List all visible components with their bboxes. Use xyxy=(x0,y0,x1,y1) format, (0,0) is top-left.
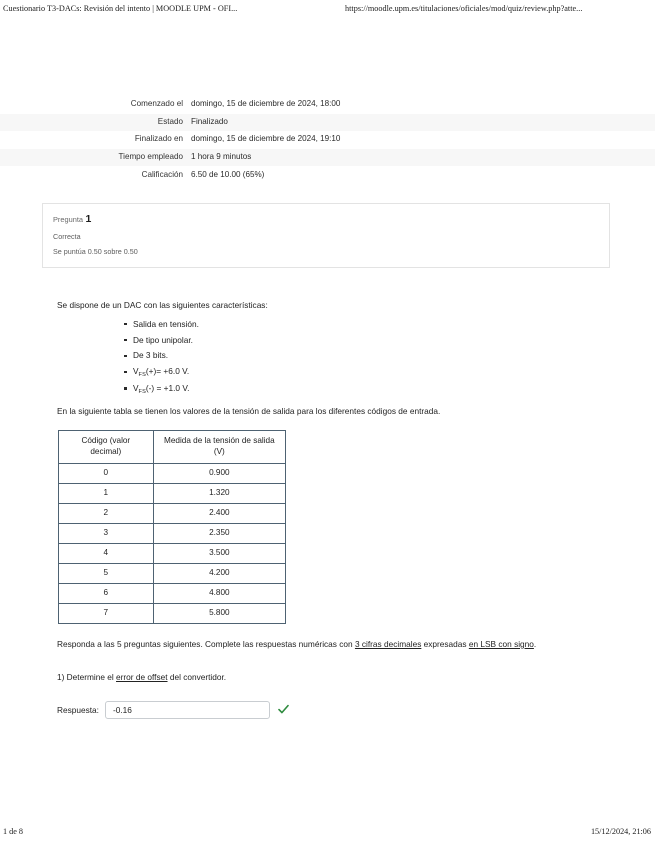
spec-subscript: FS xyxy=(138,372,146,379)
cell-voltage: 5.800 xyxy=(153,603,285,623)
summary-right-spacer xyxy=(355,96,655,114)
print-footer-page-number: 1 de 8 xyxy=(3,827,24,836)
measurement-table-head xyxy=(59,431,286,464)
question-body xyxy=(57,299,597,719)
spec-tail: (+)= +6.0 V. xyxy=(145,366,190,377)
instructions-underline-decimals: 3 cifras decimales xyxy=(354,638,422,649)
print-header xyxy=(0,4,655,18)
subquestion-underline-offset: error de offset xyxy=(116,671,168,682)
summary-value-started: domingo, 15 de diciembre de 2024, 18:00 xyxy=(191,99,341,109)
question-state: Correcta xyxy=(53,231,81,241)
summary-right-spacer xyxy=(355,131,655,149)
instructions-part1: Responda a las 5 preguntas siguientes. Complete las respuestas numéricas con xyxy=(57,638,355,649)
check-icon xyxy=(278,704,289,715)
summary-label-started: Comenzado el xyxy=(130,99,183,109)
table-row xyxy=(59,603,286,623)
attempt-summary-body xyxy=(0,96,655,184)
table-row xyxy=(59,503,286,523)
cell-code: 1 xyxy=(59,483,154,503)
summary-label-time: Tiempo empleado xyxy=(0,149,191,167)
measurement-table xyxy=(58,430,286,624)
print-header-title: Cuestionario T3-DACs: Revisión del intento | MOODLE UPM - OFI... xyxy=(3,4,238,13)
answer-input[interactable] xyxy=(105,701,270,719)
summary-value-finished: domingo, 15 de diciembre de 2024, 19:10 xyxy=(191,134,341,144)
instructions-part2: expresadas xyxy=(421,638,469,649)
cell-voltage: 2.400 xyxy=(153,503,285,523)
spec-tail: (-) = +1.0 V. xyxy=(145,382,190,393)
table-row xyxy=(0,131,655,149)
cell-voltage: 4.800 xyxy=(153,583,285,603)
cell-code: 7 xyxy=(59,603,154,623)
column-header-voltage: Medida de la tensión de salida (V) xyxy=(153,431,285,464)
table-row xyxy=(0,114,655,132)
list-item xyxy=(133,319,597,330)
table-row xyxy=(59,563,286,583)
answer-label: Respuesta: xyxy=(57,704,99,715)
cell-voltage: 4.200 xyxy=(153,563,285,583)
list-item xyxy=(133,383,597,394)
summary-left-spacer xyxy=(0,131,42,149)
cell-code: 3 xyxy=(59,523,154,543)
spec-text: De 3 bits. xyxy=(133,350,169,361)
table-row xyxy=(0,166,655,184)
table-row xyxy=(59,543,286,563)
summary-label-finished: Finalizado en xyxy=(134,134,183,144)
cell-voltage: 2.350 xyxy=(153,523,285,543)
question-mark: Se puntúa 0.50 sobre 0.50 xyxy=(53,247,138,257)
print-footer xyxy=(0,827,655,841)
table-lead-text: En la siguiente tabla se tienen los valores de la tensión de salida para los diferentes códigos de entrada. xyxy=(57,406,441,417)
question-number-label: Pregunta xyxy=(53,214,83,224)
spec-text: Salida en tensión. xyxy=(133,318,199,329)
summary-left-spacer xyxy=(0,114,42,132)
column-header-code: Código (valor decimal) xyxy=(59,431,154,464)
subquestion-1-text xyxy=(57,671,597,683)
instructions-part3: . xyxy=(533,638,537,649)
cell-code: 0 xyxy=(59,463,154,483)
answer-instructions xyxy=(57,638,597,650)
list-item xyxy=(133,350,597,361)
cell-voltage: 0.900 xyxy=(153,463,285,483)
question-number-value: 1 xyxy=(85,212,92,225)
summary-right-spacer xyxy=(355,166,655,184)
answer-row xyxy=(57,701,597,719)
summary-right-spacer xyxy=(355,149,655,167)
cell-voltage: 3.500 xyxy=(153,543,285,563)
spec-subscript: FS xyxy=(138,388,146,395)
cell-code: 4 xyxy=(59,543,154,563)
table-header-row xyxy=(59,431,286,464)
table-row xyxy=(59,583,286,603)
summary-label-grade: Calificación xyxy=(141,169,183,179)
table-row xyxy=(0,96,655,114)
subquestion-part2: del convertidor. xyxy=(167,671,227,682)
print-footer-date: 15/12/2024, 21:06 xyxy=(590,827,651,836)
spec-text: V xyxy=(133,366,139,377)
cell-code: 6 xyxy=(59,583,154,603)
cell-voltage: 1.320 xyxy=(153,483,285,503)
question-intro-text: Se dispone de un DAC con las siguientes características: xyxy=(57,299,268,310)
subquestion-part1: 1) Determine el xyxy=(57,671,117,682)
summary-value-state: Finalizado xyxy=(191,114,355,132)
spec-text: V xyxy=(133,382,139,393)
cell-code: 2 xyxy=(59,503,154,523)
list-item xyxy=(133,335,597,346)
summary-right-spacer xyxy=(355,114,655,132)
list-item xyxy=(133,366,597,377)
table-row xyxy=(59,483,286,503)
attempt-summary-table xyxy=(0,96,655,184)
question-number-line xyxy=(53,213,599,227)
table-row xyxy=(0,149,655,167)
summary-left-spacer xyxy=(0,96,42,114)
measurement-table-body xyxy=(59,463,286,623)
instructions-underline-lsb: en LSB con signo xyxy=(468,638,534,649)
summary-label-state: Estado xyxy=(42,114,191,132)
table-row xyxy=(59,463,286,483)
summary-value-time: 1 hora 9 minutos xyxy=(191,149,355,167)
print-header-url: https://moodle.upm.es/titulaciones/oficiales/mod/quiz/review.php?atte... xyxy=(345,4,583,13)
dac-specs-list xyxy=(57,319,597,395)
summary-value-grade: 6.50 de 10.00 (65%) xyxy=(191,169,265,179)
question-info-box xyxy=(42,203,610,268)
cell-code: 5 xyxy=(59,563,154,583)
spec-text: De tipo unipolar. xyxy=(133,334,193,345)
table-row xyxy=(59,523,286,543)
page-content xyxy=(0,96,655,719)
summary-left-spacer xyxy=(0,166,42,184)
